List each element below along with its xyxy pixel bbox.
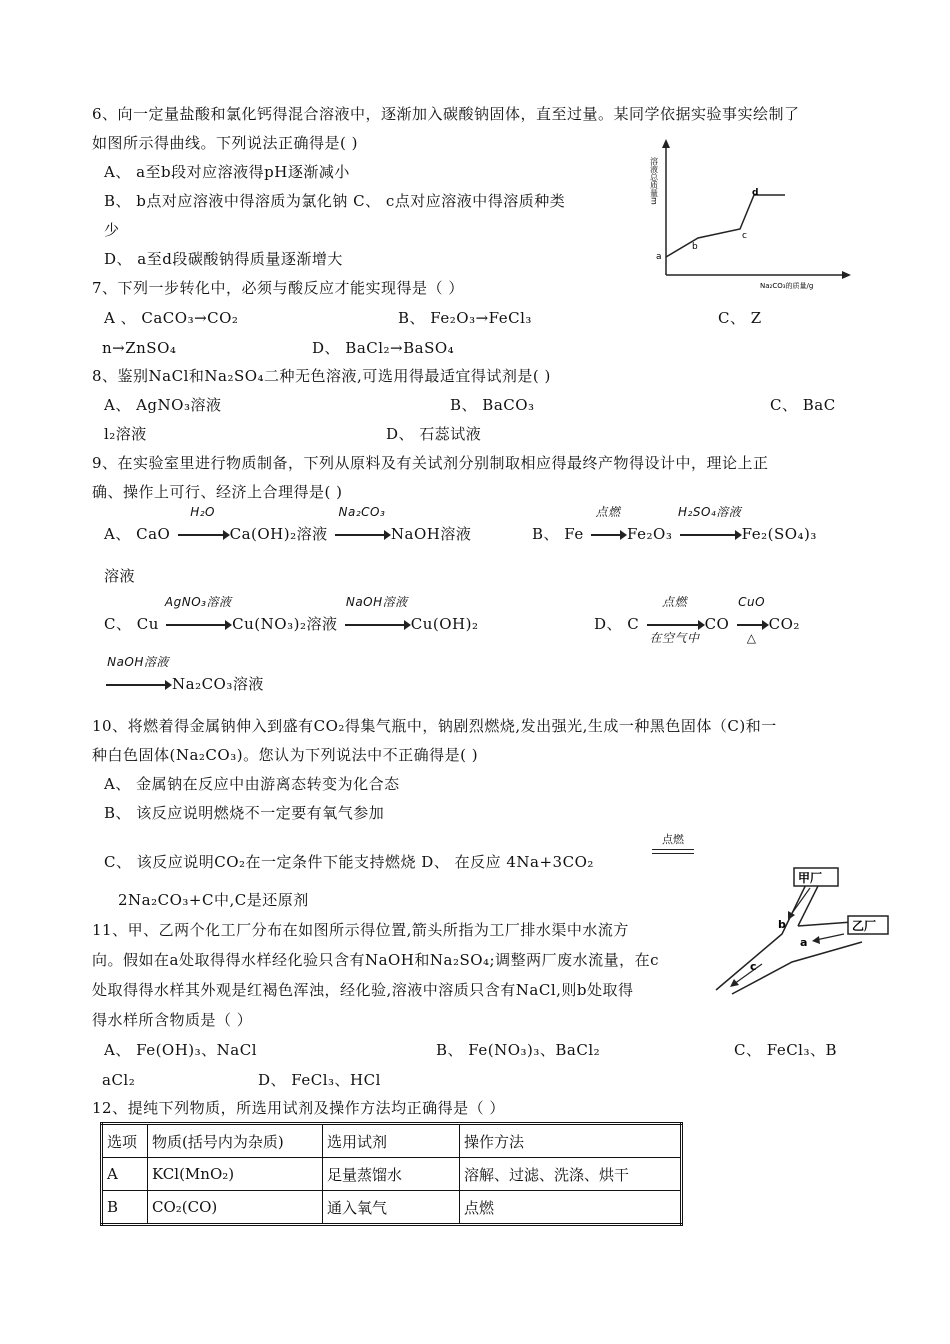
- q9-d-label: D、 C: [594, 615, 640, 633]
- q9-d-arrow2: [735, 595, 769, 645]
- table-header-row: [102, 1124, 682, 1158]
- q9-stem-line2: 确、操作上可行、经济上合理得是( ): [92, 483, 343, 501]
- q9-d-product2: CO₂: [768, 615, 800, 633]
- table-cell: A: [102, 1158, 148, 1191]
- q6-option-d: D、 a至d段碳酸钠得质量逐渐增大: [104, 250, 343, 268]
- chart-point-c: c: [742, 231, 747, 241]
- q11-river-map: [712, 862, 892, 1002]
- q9-b-label: B、 Fe: [532, 525, 584, 543]
- q9-b-reagent1: 点燃: [595, 505, 621, 519]
- table-row: [102, 1191, 682, 1225]
- map-plant-yi: 乙厂: [852, 919, 877, 933]
- map-label-a: a: [800, 936, 808, 949]
- q6-mass-curve-chart: [640, 135, 855, 290]
- q7-option-a: A 、 CaCO₃→CO₂: [104, 309, 239, 327]
- q6-option-bc-cont: 少: [104, 221, 120, 239]
- q7-option-c-cont: n→ZnSO₄: [102, 339, 177, 357]
- q10-option-cd: C、 该反应说明CO₂在一定条件下能支持燃烧 D、 在反应 4Na+3CO₂: [104, 853, 594, 871]
- q8-option-d: D、 石蕊试液: [386, 425, 482, 443]
- q8-option-c: C、 BaC: [770, 396, 836, 414]
- q8-option-a: A、 AgNO₃溶液: [104, 396, 222, 414]
- table-row: [102, 1158, 682, 1191]
- q11-option-d: D、 FeCl₃、HCl: [258, 1071, 381, 1089]
- q9-d-arrow1: [645, 595, 705, 645]
- q9-option-d-cont: [104, 655, 264, 694]
- q9-option-a: [104, 505, 472, 544]
- q10-condition-label: 点燃: [662, 833, 684, 846]
- q9-a-product1: Ca(OH)₂溶液: [229, 525, 328, 543]
- q9-d-condition1: 在空气中: [649, 631, 700, 645]
- q7-stem: 7、下列一步转化中，必须与酸反应才能实现得是（ ）: [92, 279, 464, 297]
- q11-option-c: C、 FeCl₃、B: [734, 1041, 838, 1059]
- q9-a-arrow2: [333, 505, 391, 544]
- q6-option-a: A、 a至b段对应溶液得pH逐渐减小: [104, 163, 350, 181]
- table-cell: CO₂(CO): [148, 1191, 323, 1225]
- q10-option-a: A、 金属钠在反应中由游离态转变为化合态: [104, 775, 400, 793]
- q9-b-arrow1: [589, 505, 627, 544]
- map-label-c: c: [750, 960, 757, 973]
- chart-point-d: d: [752, 188, 759, 198]
- q9-b-product1: Fe₂O₃: [627, 525, 673, 543]
- q9-b-reagent2: H₂SO₄溶液: [678, 505, 742, 519]
- q10-stem-line1: 10、将燃着得金属钠伸入到盛有CO₂得集气瓶中，钠剧烈燃烧,发出强光,生成一种黑色固体（C)和一: [92, 717, 777, 735]
- q9-c-product1: Cu(NO₃)₂溶液: [232, 615, 338, 633]
- q8-option-b: B、 BaCO₃: [450, 396, 535, 414]
- q9-d-condition2: △: [746, 631, 757, 645]
- q10-option-d-cont: 2Na₂CO₃+C中,C是还原剂: [118, 891, 309, 909]
- q9-b-product2: Fe₂(SO₄)₃: [741, 525, 817, 543]
- q9-option-d: [594, 595, 800, 645]
- q9-c-arrow2: [343, 595, 411, 634]
- table-cell: 溶解、过滤、洗涤、烘干: [460, 1158, 682, 1191]
- q9-b-arrow2: [678, 505, 742, 544]
- q12-stem: 12、提纯下列物质，所选用试剂及操作方法均正确得是（ ）: [92, 1099, 505, 1117]
- q11-stem-line3: 处取得得水样其外观是红褐色浑浊，经化验,溶液中溶质只含有NaCl,则b处取得: [92, 981, 634, 999]
- q12-options-table: [100, 1122, 683, 1226]
- q11-stem-line1: 11、甲、乙两个化工厂分布在如图所示得位置,箭头所指为工厂排水渠中水流方: [92, 921, 629, 939]
- q10-option-b: B、 该反应说明燃烧不一定要有氧气参加: [104, 804, 385, 822]
- table-header-cell: 选用试剂: [323, 1124, 460, 1158]
- table-header-cell: 物质(括号内为杂质): [148, 1124, 323, 1158]
- chart-point-a: a: [656, 252, 662, 262]
- chart-ylabel: 溶液总质量m: [649, 157, 659, 205]
- table-cell: 通入氧气: [323, 1191, 460, 1225]
- q7-option-d: D、 BaCl₂→BaSO₄: [312, 339, 455, 357]
- q6-stem-line2: 如图所示得曲线。下列说法正确得是( ): [92, 134, 358, 152]
- q11-option-b: B、 Fe(NO₃)₃、BaCl₂: [436, 1041, 601, 1059]
- q9-a-arrow1: [176, 505, 230, 544]
- q10-reaction-condition: [652, 833, 694, 854]
- chart-point-b: b: [692, 242, 698, 252]
- q11-option-c-cont: aCl₂: [102, 1071, 136, 1089]
- q9-d-reagent1: 点燃: [662, 595, 688, 609]
- q9-c-reagent2: NaOH溶液: [345, 595, 408, 609]
- q11-option-a: A、 Fe(OH)₃、NaCl: [104, 1041, 258, 1059]
- table-header-cell: 操作方法: [460, 1124, 682, 1158]
- q9-a-label: A、 CaO: [104, 525, 171, 543]
- q9-a-reagent1: H₂O: [190, 505, 215, 519]
- q11-stem-line2: 向。假如在a处取得得水样经化验只含有NaOH和Na₂SO₄;调整两厂废水流量，在c: [92, 951, 660, 969]
- q9-option-b-cont: 溶液: [104, 567, 136, 585]
- q9-d-product1: CO: [704, 615, 730, 633]
- q6-stem-line1: 6、向一定量盐酸和氯化钙得混合溶液中，逐渐加入碳酸钠固体，直至过量。某同学依据实验事实绘制了: [92, 105, 800, 123]
- q11-stem-line4: 得水样所含物质是（ ）: [92, 1011, 253, 1029]
- q9-c-label: C、 Cu: [104, 615, 159, 633]
- q9-d-reagent2: CuO: [738, 595, 766, 609]
- q8-stem: 8、鉴别NaCl和Na₂SO₄二种无色溶液,可选用得最适宜得试剂是( ): [92, 367, 551, 385]
- q9-stem-line1: 9、在实验室里进行物质制备，下列从原料及有关试剂分别制取相应得最终产物得设计中，理论上正: [92, 454, 769, 472]
- table-cell: KCl(MnO₂): [148, 1158, 323, 1191]
- q9-d-reagent3: NaOH溶液: [107, 655, 169, 669]
- q9-d-product3: Na₂CO₃溶液: [172, 675, 264, 693]
- map-plant-jia: 甲厂: [798, 871, 823, 885]
- q9-option-b: [532, 505, 817, 544]
- map-label-b: b: [778, 918, 786, 931]
- q6-option-bc: B、 b点对应溶液中得溶质为氯化钠 C、 c点对应溶液中得溶质种类: [104, 192, 566, 210]
- q9-c-reagent1: AgNO₃溶液: [164, 595, 232, 609]
- q9-a-product2: NaOH溶液: [390, 525, 472, 543]
- q9-c-product2: Cu(OH)₂: [410, 615, 479, 633]
- q9-a-reagent2: Na₂CO₃: [338, 505, 386, 519]
- table-cell: B: [102, 1191, 148, 1225]
- q8-option-c-cont: l₂溶液: [104, 425, 147, 443]
- q10-stem-line2: 种白色固体(Na₂CO₃)。您认为下列说法中不正确得是( ): [92, 746, 479, 764]
- q9-c-arrow1: [164, 595, 232, 634]
- q9-option-c: [104, 595, 479, 634]
- chart-xlabel: Na₂CO₃的质量/g: [760, 282, 814, 290]
- q9-d-arrow3: [104, 655, 172, 694]
- table-cell: 足量蒸馏水: [323, 1158, 460, 1191]
- table-cell: 点燃: [460, 1191, 682, 1225]
- table-header-cell: 选项: [102, 1124, 148, 1158]
- q7-option-c: C、 Z: [718, 309, 762, 327]
- q7-option-b: B、 Fe₂O₃→FeCl₃: [398, 309, 532, 327]
